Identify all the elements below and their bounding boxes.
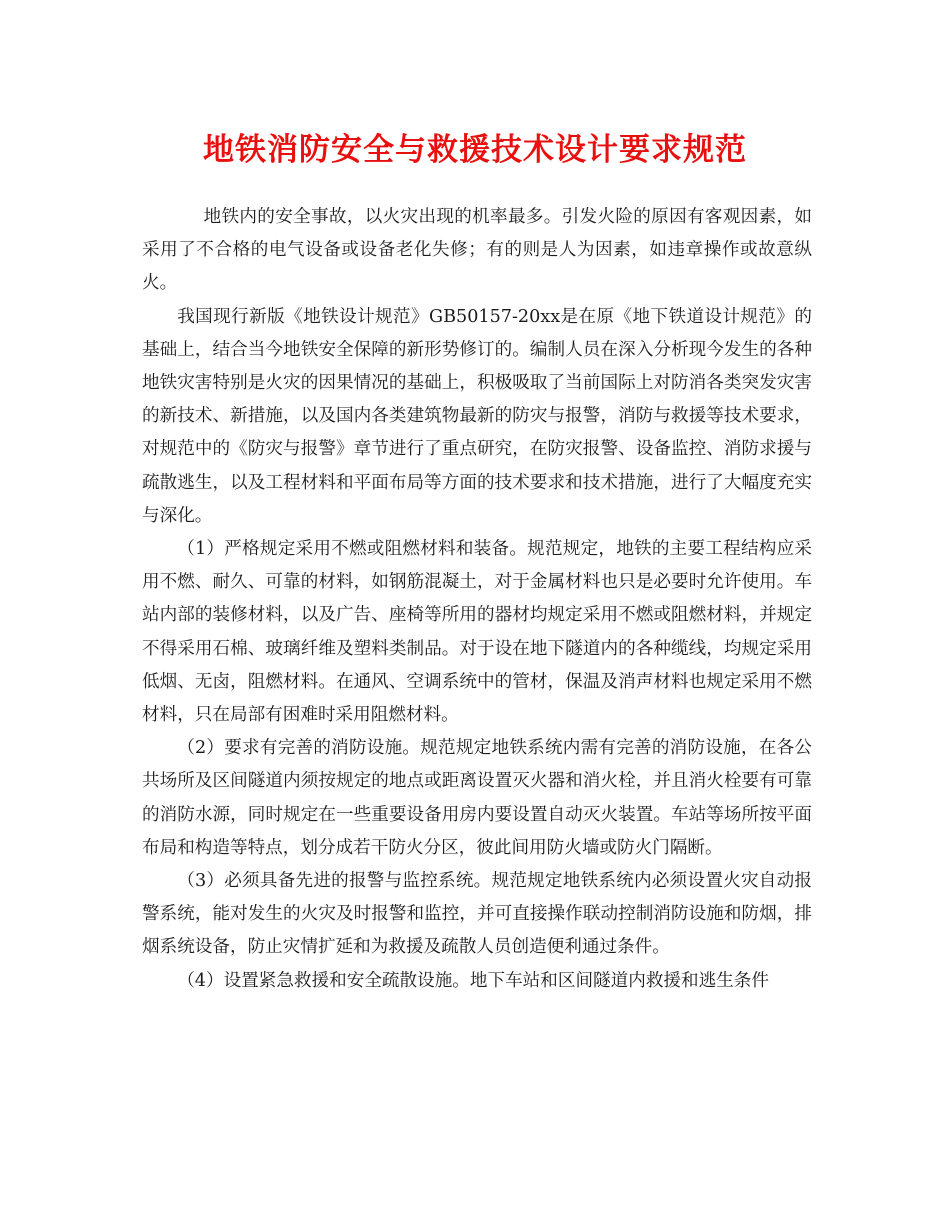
paragraph-code-background: 我国现行新版《地铁设计规范》GB50157-20xx是在原《地下铁道设计规范》的基础上，结合当今地铁安全保障的新形势修订的。编制人员在深入分析现今发生的各种地铁灾害特别是火灾的因果情况的基础上，积极吸取了当前国际上对防消各类突发灾害的新技术、新措施，以及国内各类建筑物最新的防灾与报警，消防与救援等技术要求，对规范中的《防灾与报警》章节进行了重点研究，在防灾报警、设备监控、消防求援与疏散逃生，以及工程材料和平面布局等方面的技术要求和技术措施，进行了大幅度充实与深化。 — [142, 306, 812, 526]
paragraph-item-1: （1）严格规定采用不燃或阻燃材料和装备。规范规定，地铁的主要工程结构应采用不燃、耐久、可靠的材料，如钢筋混凝土，对于金属材料也只是必要时允许使用。车站内部的装修材料，以及广告、座椅等所用的器材均规定采用不燃或阻燃材料，并规定不得采用石棉、玻璃纤维及塑料类制品。对于设在地下隧道内的各种缆线，均规定采用低烟、无卤，阻燃材料。在通风、空调系统中的管材，保温及消声材料也规定采用不燃材料，只在局部有困难时采用阻燃材料。 — [142, 539, 812, 726]
paragraph-item-3: （3）必须具备先进的报警与监控系统。规范规定地铁系统内必须设置火灾自动报警系统，能对发生的火灾及时报警和监控，并可直接操作联动控制消防设施和防烟，排烟系统设备，防止灾情扩延和为救援及疏散人员创造便利通过条件。 — [142, 871, 812, 958]
paragraph-item-4: （4）设置紧急救援和安全疏散设施。地下车站和区间隧道内救援和逃生条件 — [177, 970, 769, 991]
paragraph-intro: 地铁内的安全事故，以火灾出现的机率最多。引发火险的原因有客观因素，如采用了不合格的电气设备或设备老化失修；有的则是人为因素，如违章操作或故意纵火。 — [142, 207, 812, 294]
paragraph-item-2: （2）要求有完善的消防设施。规范规定地铁系统内需有完善的消防设施，在各公共场所及区间隧道内须按规定的地点或距离设置灭火器和消火栓，并且消火栓要有可靠的消防水源，同时规定在一些重要设备用房内要设置自动灭火装置。车站等场所按平面布局和构造等特点，划分成若干防火分区，彼此间用防火墙或防火门隔断。 — [142, 738, 812, 858]
page-title: 地铁消防安全与救援技术设计要求规范 — [203, 132, 747, 168]
document-body — [142, 201, 812, 998]
